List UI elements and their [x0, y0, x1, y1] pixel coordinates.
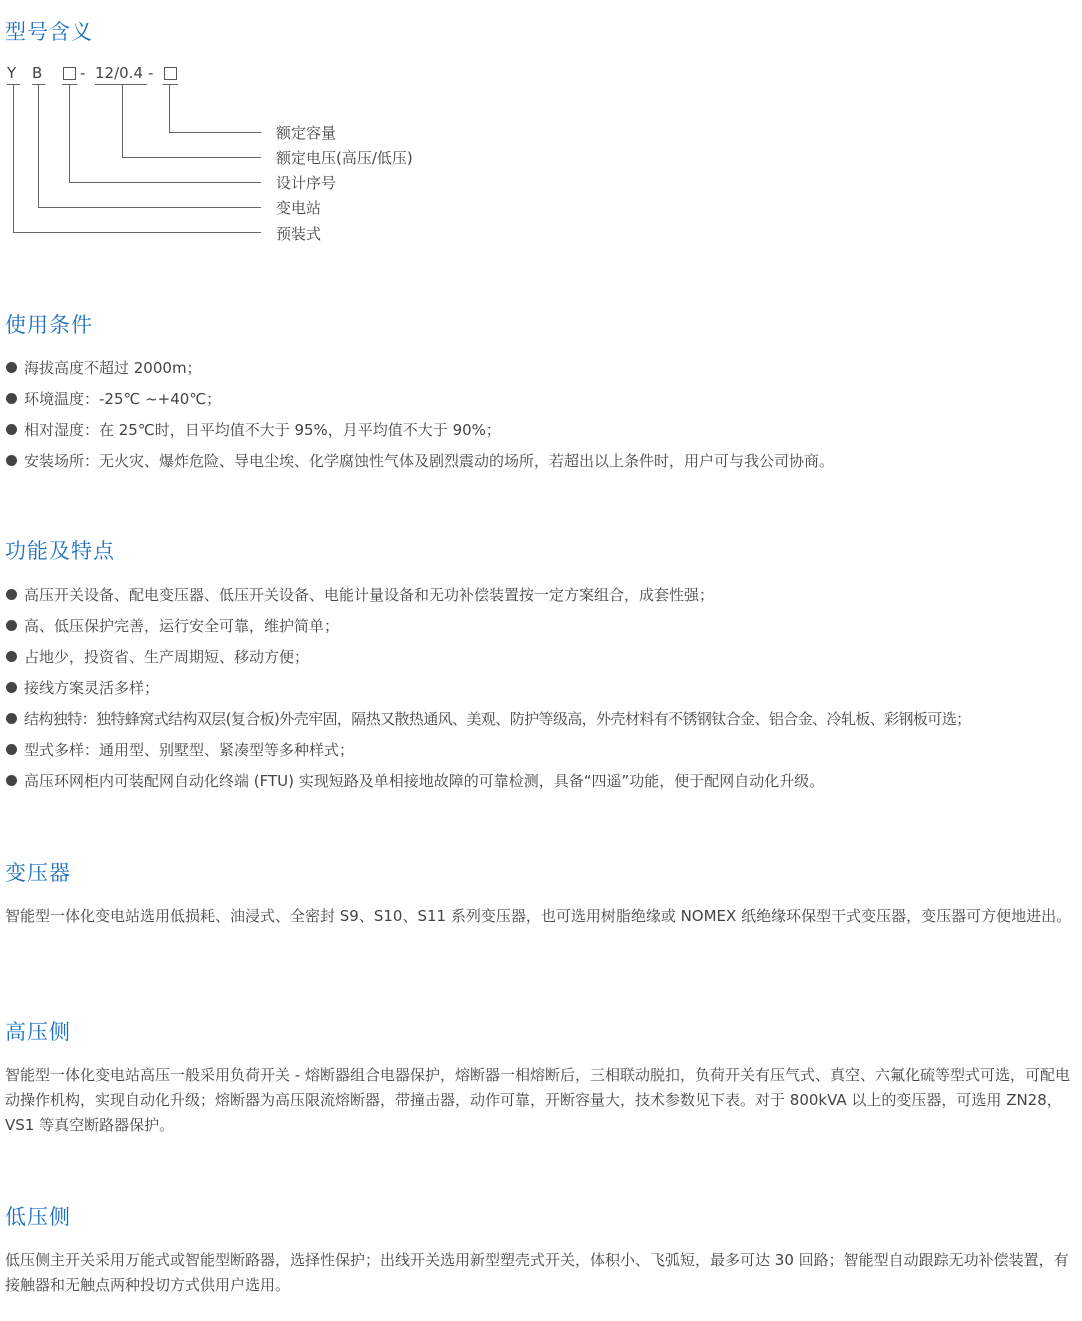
feature-text: 占地少，投资省、生产周期短、移动方便；	[24, 648, 310, 666]
condition-item	[6, 358, 202, 378]
feature-text: 接线方案灵活多样；	[24, 679, 160, 697]
bullet-dot	[6, 362, 17, 373]
feature-item	[6, 709, 971, 729]
connector-prefab	[13, 84, 261, 233]
condition-item	[6, 389, 221, 409]
feature-item	[6, 740, 354, 760]
code-y: Y	[7, 64, 17, 82]
code-box-2	[164, 67, 177, 80]
condition-text: 安装场所：无火灾、爆炸危险、导电尘埃、化学腐蚀性气体及剧烈震动的场所，若超出以上条件时，用户可与我公司协商。	[24, 452, 835, 470]
bullet-dot	[6, 744, 17, 755]
high-voltage-text: 智能型一体化变电站高压一般采用负荷开关 - 熔断器组合电器保护，熔断器一相熔断后，三相联动脱扣，负荷开关有压气式、真空、六氟化硫等型式可选，可配电动操作机构，实现自动化升级；熔断器为高压限流熔断器，带撞击器，动作可靠，开断容量大，技术参数见下表。对于 800kVA 以上的变压器，可选用 ZN28，VS1 等真空断路器保护。	[5, 1066, 1070, 1134]
code-voltage: 12/0.4	[95, 64, 143, 82]
bullet-dot	[6, 651, 17, 662]
code-dash-2: -	[148, 64, 154, 82]
bullet-dot	[6, 589, 17, 600]
condition-text: 海拔高度不超过 2000m；	[24, 359, 202, 377]
transformer-heading: 变压器	[5, 861, 71, 885]
feature-text: 型式多样：通用型、别墅型、紧凑型等多种样式；	[24, 741, 355, 759]
condition-text: 相对湿度：在 25℃时，日平均值不大于 95%，月平均值不大于 90%；	[24, 421, 501, 439]
bullet-dot	[6, 620, 17, 631]
low-voltage-text: 低压侧主开关采用万能式或智能型断路器，选择性保护；出线开关选用新型塑壳式开关，体积小、飞弧短，最多可达 30 回路；智能型自动跟踪无功补偿装置，有接触器和无触点两种投切方式供用户选用。	[5, 1251, 1069, 1294]
label-rated-voltage: 额定电压(高压/低压)	[276, 149, 413, 167]
bullet-dot	[6, 713, 17, 724]
bullet-dot	[6, 775, 17, 786]
code-b: B	[32, 64, 43, 82]
label-prefabricated: 预装式	[276, 225, 322, 243]
feature-item	[6, 616, 339, 636]
bullet-dot	[6, 455, 17, 466]
model-heading: 型号含义	[5, 20, 93, 44]
feature-item	[6, 647, 309, 667]
label-substation: 变电站	[276, 199, 322, 217]
feature-text: 高压开关设备、配电变压器、低压开关设备、电能计量设备和无功补偿装置按一定方案组合，成套性强；	[24, 586, 715, 604]
transformer-text: 智能型一体化变电站选用低损耗、油浸式、全密封 S9、S10、S11 系列变压器，也可选用树脂绝缘或 NOMEX 纸绝缘环保型干式变压器，变压器可方便地进出。	[5, 907, 1072, 925]
condition-text: 环境温度：-25℃ ~+40℃；	[24, 390, 222, 408]
feature-item	[6, 678, 159, 698]
feature-item	[6, 771, 824, 791]
feature-text: 高、低压保护完善，运行安全可靠，维护简单；	[24, 617, 340, 635]
bullet-dot	[6, 682, 17, 693]
condition-item	[6, 420, 501, 440]
conditions-heading: 使用条件	[5, 313, 93, 337]
feature-text: 结构独特：独特蜂窝式结构双层(复合板)外壳牢固，隔热又散热通风、美观、防护等级高，外壳材料有不锈钢钛合金、铝合金、冷轧板、彩钢板可选；	[24, 710, 971, 728]
bullet-dot	[6, 424, 17, 435]
condition-item	[6, 451, 834, 471]
bullet-dot	[6, 393, 17, 404]
label-rated-capacity: 额定容量	[276, 124, 337, 142]
code-dash-1: -	[80, 64, 86, 82]
low-voltage-heading: 低压侧	[5, 1205, 71, 1229]
feature-text: 高压环网柜内可装配网自动化终端 (FTU) 实现短路及单相接地故障的可靠检测，具备“四遥”功能，便于配网自动化升级。	[24, 772, 825, 790]
high-voltage-heading: 高压侧	[5, 1020, 71, 1044]
feature-item	[6, 585, 714, 605]
label-design-serial: 设计序号	[276, 174, 337, 192]
features-heading: 功能及特点	[5, 539, 115, 563]
code-box-1	[63, 67, 76, 80]
